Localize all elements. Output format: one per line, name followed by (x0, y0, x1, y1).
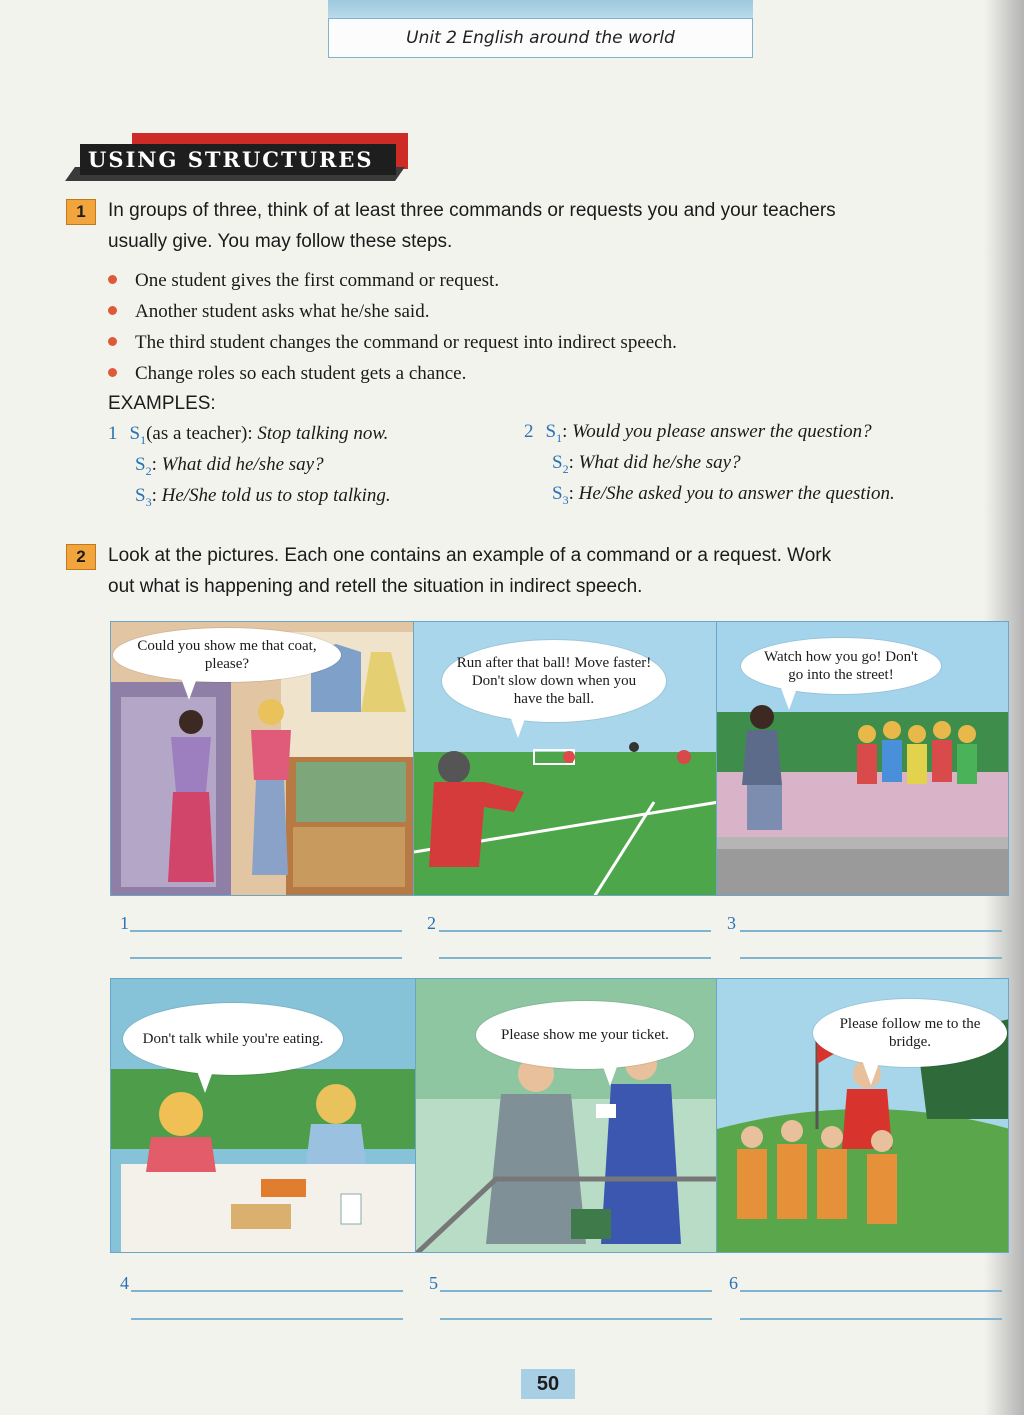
answer-number: 5 (429, 1273, 438, 1293)
answer-line-2[interactable] (439, 930, 711, 932)
speech-bubble: Please follow me to the bridge. (813, 999, 1007, 1067)
bullet-icon (108, 275, 117, 284)
speech-bubble: Could you show me that coat, please? (113, 628, 341, 682)
speech-bubble: Please show me your ticket. (476, 1001, 694, 1069)
answer-line-1[interactable] (130, 930, 402, 932)
answer-line-5[interactable] (440, 1290, 712, 1292)
answer-line-6[interactable] (740, 1290, 1002, 1292)
picture-2 (413, 621, 718, 896)
exercise-2-instruction-line-2: out what is happening and retell the situation in indirect speech. (108, 576, 643, 597)
speech-bubble-tail (602, 1064, 618, 1086)
exercise-2-instruction-line-1: Look at the pictures. Each one contains an example of a command or a request. Work (108, 545, 832, 566)
picture-1 (110, 621, 415, 896)
exercise-1-instruction-line-1: In groups of three, think of at least three commands or requests you and your teachers (108, 200, 836, 221)
exercise-2-instruction (108, 540, 1008, 602)
answer-line-2b[interactable] (439, 957, 711, 959)
exercise-1-number: 1 (66, 199, 96, 225)
step-item: Another student asks what he/she said. (108, 301, 429, 323)
step-item: One student gives the first command or request. (108, 270, 499, 292)
answer-number: 3 (727, 913, 736, 933)
examples-label: EXAMPLES: (108, 393, 216, 414)
example-1-line-3: $S_3$: He/She told us to stop talking. (135, 485, 391, 509)
bullet-icon (108, 337, 117, 346)
answer-number: 1 (120, 913, 129, 933)
answer-line-5b[interactable] (440, 1318, 712, 1320)
answer-line-3[interactable] (740, 930, 1002, 932)
example-1-line-1: 1 $S_1(as$ a teacher): Stop talking now. (108, 423, 389, 447)
header-band (328, 0, 753, 18)
example-2-line-2: $S_2$: What did he/she say? (552, 452, 741, 476)
picture-6 (716, 978, 1009, 1253)
speech-bubble-tail (510, 716, 526, 738)
step-item: Change roles so each student gets a chance. (108, 363, 466, 385)
unit-title: Unit 2 English around the world (328, 18, 753, 58)
answer-line-3b[interactable] (740, 957, 1002, 959)
speech-bubble-tail (181, 678, 197, 700)
bullet-icon (108, 368, 117, 377)
answer-line-4[interactable] (131, 1290, 403, 1292)
answer-line-6b[interactable] (740, 1318, 1002, 1320)
speech-bubble: Don't talk while you're eating. (123, 1003, 343, 1075)
example-2-line-1: 2 $S_1$: Would you please answer the question? (524, 421, 872, 445)
example-1-line-2: $S_2$: What did he/she say? (135, 454, 324, 478)
answer-line-1b[interactable] (130, 957, 402, 959)
answer-number: 4 (120, 1273, 129, 1293)
example-2-line-3: $S_3$: He/She asked you to answer the question. (552, 483, 895, 507)
exercise-2-number: 2 (66, 544, 96, 570)
bullet-icon (108, 306, 117, 315)
speech-bubble: Watch how you go! Don't go into the street! (741, 638, 941, 694)
speech-bubble-tail (197, 1071, 213, 1093)
answer-number: 2 (427, 913, 436, 933)
speech-bubble: Run after that ball! Move faster! Don't slow down when you have the ball. (442, 640, 666, 722)
answer-number: 6 (729, 1273, 738, 1293)
picture-3 (716, 621, 1009, 896)
exercise-1-instruction (108, 195, 1008, 257)
picture-4 (110, 978, 417, 1253)
speech-bubble-tail (863, 1063, 879, 1085)
picture-5 (415, 978, 718, 1253)
section-title: USING STRUCTURES (80, 144, 396, 175)
page-number: 50 (521, 1369, 575, 1399)
step-item: The third student changes the command or request into indirect speech. (108, 332, 677, 354)
exercise-1-instruction-line-2: usually give. You may follow these steps. (108, 231, 453, 252)
speech-bubble-tail (781, 688, 797, 710)
answer-line-4b[interactable] (131, 1318, 403, 1320)
